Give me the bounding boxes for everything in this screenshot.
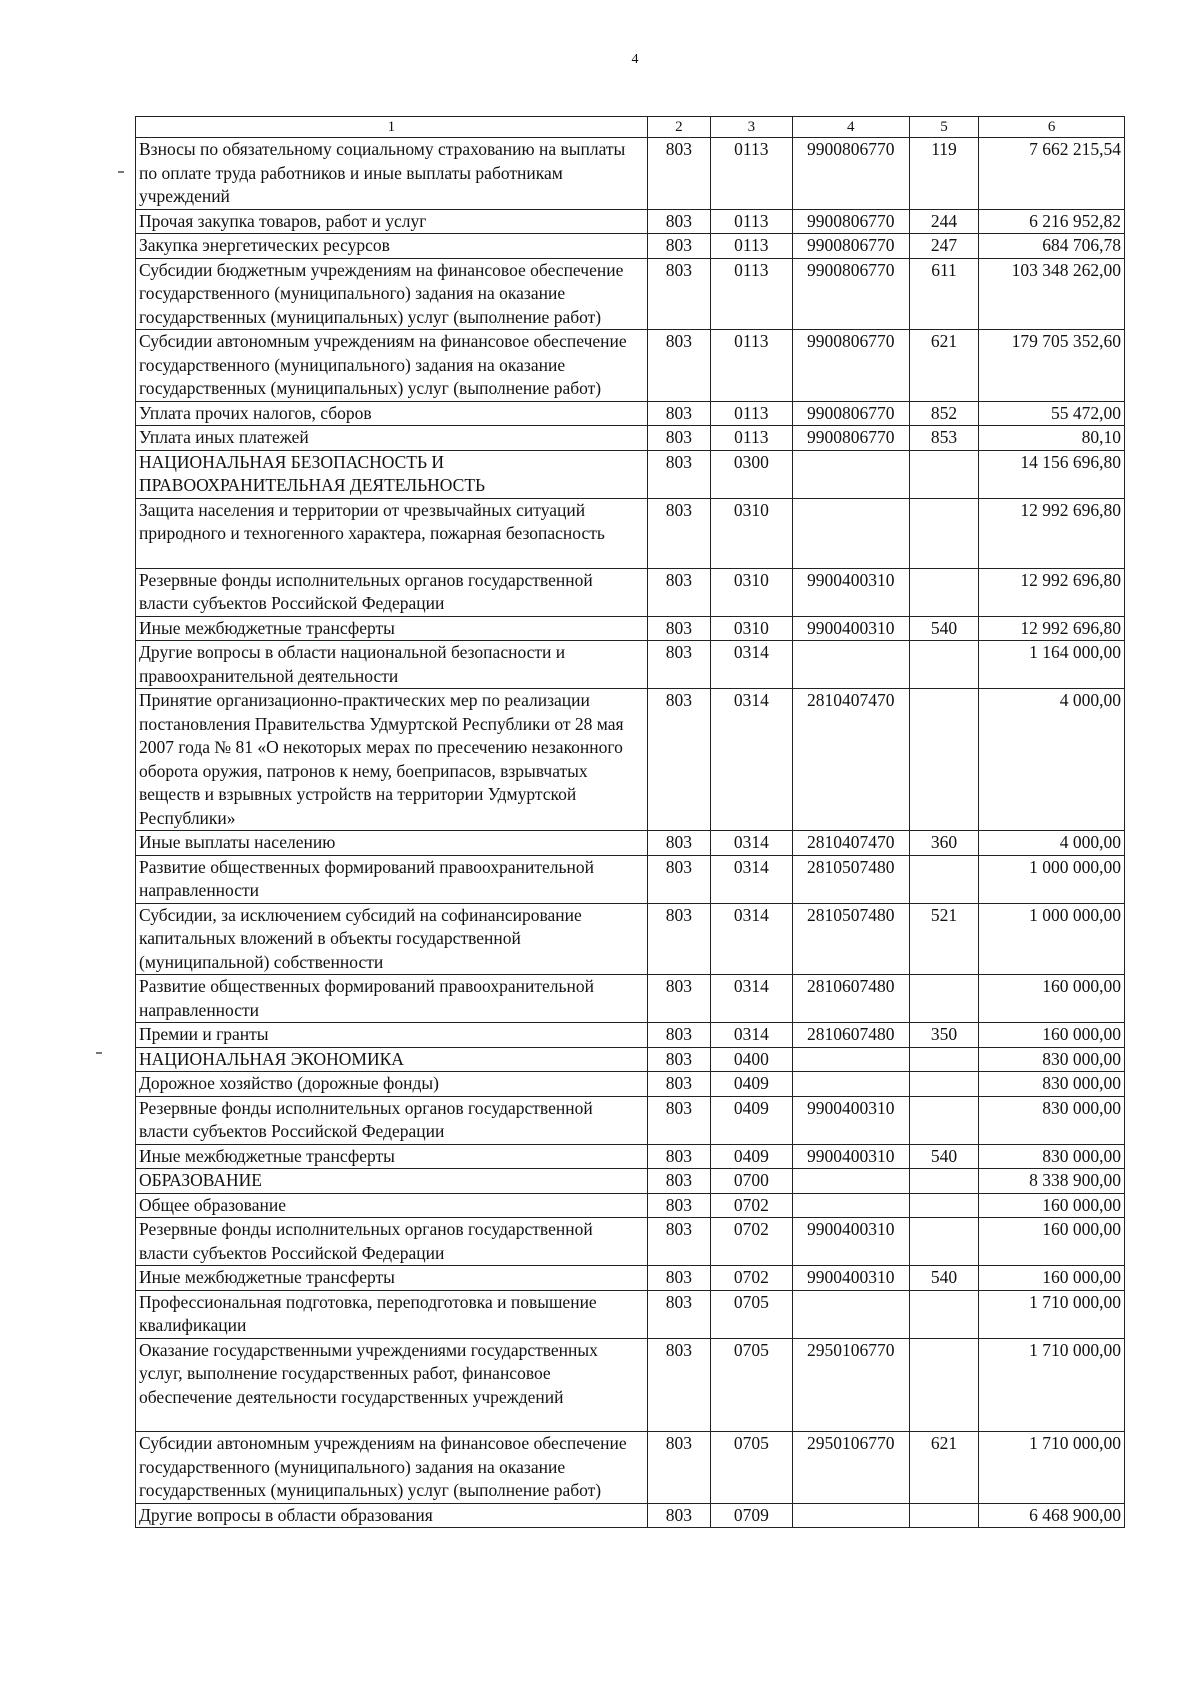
row-amount: 6 468 900,00 xyxy=(979,1503,1125,1528)
row-amount: 684 706,78 xyxy=(979,234,1125,259)
row-amount: 4 000,00 xyxy=(979,689,1125,831)
row-code-4: 9900806770 xyxy=(792,209,909,234)
table-row xyxy=(136,258,1125,330)
row-code-5 xyxy=(909,1047,978,1072)
row-code-2: 803 xyxy=(647,641,710,689)
row-code-4: 2950106770 xyxy=(792,1432,909,1504)
row-amount: 7 662 215,54 xyxy=(979,138,1125,210)
row-code-3: 0113 xyxy=(711,138,793,210)
row-code-5: 360 xyxy=(909,831,978,856)
row-amount: 12 992 696,80 xyxy=(979,568,1125,616)
row-code-4: 9900806770 xyxy=(792,401,909,426)
table-row xyxy=(136,1432,1125,1504)
row-code-3: 0113 xyxy=(711,209,793,234)
row-code-5 xyxy=(909,1218,978,1266)
row-name: НАЦИОНАЛЬНАЯ БЕЗОПАСНОСТЬ И ПРАВООХРАНИТЕЛЬНАЯ ДЕЯТЕЛЬНОСТЬ xyxy=(136,450,648,498)
row-code-3: 0314 xyxy=(711,831,793,856)
row-amount: 160 000,00 xyxy=(979,1266,1125,1291)
row-code-3: 0113 xyxy=(711,401,793,426)
row-name: Профессиональная подготовка, переподготовка и повышение квалификации xyxy=(136,1290,648,1338)
row-name: Развитие общественных формирований правоохранительной направленности xyxy=(136,975,648,1023)
table-row xyxy=(136,138,1125,210)
header-row xyxy=(136,117,1125,138)
row-code-4: 9900400310 xyxy=(792,568,909,616)
row-name: Другие вопросы в области национальной безопасности и правоохранительной деятельности xyxy=(136,641,648,689)
row-code-4: 9900400310 xyxy=(792,1096,909,1144)
row-code-3: 0702 xyxy=(711,1218,793,1266)
row-code-5 xyxy=(909,1290,978,1338)
row-code-2: 803 xyxy=(647,1144,710,1169)
row-code-5 xyxy=(909,1072,978,1097)
row-code-3: 0314 xyxy=(711,975,793,1023)
row-code-3: 0400 xyxy=(711,1047,793,1072)
row-code-4 xyxy=(792,1169,909,1194)
row-amount: 160 000,00 xyxy=(979,975,1125,1023)
table-row xyxy=(136,689,1125,831)
row-code-3: 0314 xyxy=(711,689,793,831)
row-code-4 xyxy=(792,1072,909,1097)
row-amount: 1 710 000,00 xyxy=(979,1338,1125,1432)
row-code-5: 521 xyxy=(909,903,978,975)
table-row xyxy=(136,616,1125,641)
row-name: Дорожное хозяйство (дорожные фонды) xyxy=(136,1072,648,1097)
row-name: Иные межбюджетные трансферты xyxy=(136,1266,648,1291)
row-code-2: 803 xyxy=(647,1432,710,1504)
row-code-2: 803 xyxy=(647,330,710,402)
row-amount: 80,10 xyxy=(979,426,1125,451)
row-code-4: 9900400310 xyxy=(792,1218,909,1266)
row-code-5 xyxy=(909,568,978,616)
row-code-2: 803 xyxy=(647,855,710,903)
page-number: 4 xyxy=(631,52,639,67)
column-header-1: 1 xyxy=(136,117,648,138)
row-amount: 12 992 696,80 xyxy=(979,498,1125,568)
row-name: Защита населения и территории от чрезвычайных ситуаций природного и техногенного характера, пожарная безопасность xyxy=(136,498,648,568)
row-amount: 179 705 352,60 xyxy=(979,330,1125,402)
table-row xyxy=(136,1023,1125,1048)
row-code-4: 2810607480 xyxy=(792,975,909,1023)
row-code-4: 2810407470 xyxy=(792,831,909,856)
row-amount: 1 164 000,00 xyxy=(979,641,1125,689)
column-header-5: 5 xyxy=(909,117,978,138)
row-name: Иные межбюджетные трансферты xyxy=(136,1144,648,1169)
row-code-3: 0705 xyxy=(711,1290,793,1338)
row-code-4: 9900400310 xyxy=(792,616,909,641)
row-code-5: 621 xyxy=(909,330,978,402)
row-code-3: 0314 xyxy=(711,1023,793,1048)
row-name: Прочая закупка товаров, работ и услуг xyxy=(136,209,648,234)
table-row xyxy=(136,1503,1125,1528)
row-name: Резервные фонды исполнительных органов государственной власти субъектов Российской Федерации xyxy=(136,1096,648,1144)
row-code-2: 803 xyxy=(647,1023,710,1048)
row-code-3: 0113 xyxy=(711,426,793,451)
row-name: Резервные фонды исполнительных органов государственной власти субъектов Российской Федерации xyxy=(136,1218,648,1266)
table-row xyxy=(136,330,1125,402)
row-code-4: 9900806770 xyxy=(792,138,909,210)
table-row xyxy=(136,234,1125,259)
row-name: Оказание государственными учреждениями государственных услуг, выполнение государственных работ, финансовое обеспечение деятельности государственных учреждений xyxy=(136,1338,648,1432)
row-code-2: 803 xyxy=(647,1047,710,1072)
row-code-2: 803 xyxy=(647,1096,710,1144)
row-code-3: 0314 xyxy=(711,855,793,903)
row-code-2: 803 xyxy=(647,1290,710,1338)
row-code-2: 803 xyxy=(647,975,710,1023)
column-header-4: 4 xyxy=(792,117,909,138)
row-code-2: 803 xyxy=(647,1266,710,1291)
table-row xyxy=(136,975,1125,1023)
column-header-2: 2 xyxy=(647,117,710,138)
row-code-2: 803 xyxy=(647,138,710,210)
table-row xyxy=(136,1266,1125,1291)
budget-table xyxy=(135,116,1125,1528)
table-row xyxy=(136,1169,1125,1194)
row-code-4 xyxy=(792,1290,909,1338)
row-name: Субсидии автономным учреждениям на финансовое обеспечение государственного (муниципального) задания на оказание государственных (муниципальных) услуг (выполнение работ) xyxy=(136,330,648,402)
table-row xyxy=(136,426,1125,451)
row-code-3: 0310 xyxy=(711,616,793,641)
row-code-3: 0113 xyxy=(711,330,793,402)
row-code-5 xyxy=(909,1503,978,1528)
row-code-2: 803 xyxy=(647,616,710,641)
row-code-4: 9900806770 xyxy=(792,258,909,330)
row-code-5 xyxy=(909,1338,978,1432)
row-name: Иные выплаты населению xyxy=(136,831,648,856)
row-name: Уплата прочих налогов, сборов xyxy=(136,401,648,426)
scan-mark xyxy=(96,1052,102,1054)
row-code-2: 803 xyxy=(647,234,710,259)
row-code-3: 0409 xyxy=(711,1144,793,1169)
table-row xyxy=(136,641,1125,689)
row-code-5 xyxy=(909,855,978,903)
row-code-5 xyxy=(909,689,978,831)
row-code-3: 0409 xyxy=(711,1096,793,1144)
row-name: Уплата иных платежей xyxy=(136,426,648,451)
row-code-4 xyxy=(792,641,909,689)
row-amount: 103 348 262,00 xyxy=(979,258,1125,330)
row-code-4: 9900806770 xyxy=(792,234,909,259)
row-code-3: 0310 xyxy=(711,568,793,616)
table-row xyxy=(136,401,1125,426)
row-code-5: 611 xyxy=(909,258,978,330)
row-code-5 xyxy=(909,1169,978,1194)
row-amount: 1 710 000,00 xyxy=(979,1290,1125,1338)
row-code-4: 2810607480 xyxy=(792,1023,909,1048)
row-code-2: 803 xyxy=(647,1503,710,1528)
row-amount: 160 000,00 xyxy=(979,1023,1125,1048)
row-amount: 830 000,00 xyxy=(979,1072,1125,1097)
row-code-4: 2950106770 xyxy=(792,1338,909,1432)
table-row xyxy=(136,568,1125,616)
table-row xyxy=(136,1290,1125,1338)
row-amount: 160 000,00 xyxy=(979,1193,1125,1218)
row-code-3: 0314 xyxy=(711,903,793,975)
row-code-4: 9900806770 xyxy=(792,330,909,402)
row-amount: 8 338 900,00 xyxy=(979,1169,1125,1194)
table-row xyxy=(136,1096,1125,1144)
row-code-5: 244 xyxy=(909,209,978,234)
row-code-4: 9900400310 xyxy=(792,1266,909,1291)
row-name: Субсидии автономным учреждениям на финансовое обеспечение государственного (муниципального) задания на оказание государственных (муниципальных) услуг (выполнение работ) xyxy=(136,1432,648,1504)
row-code-2: 803 xyxy=(647,568,710,616)
row-code-3: 0702 xyxy=(711,1193,793,1218)
row-code-3: 0705 xyxy=(711,1432,793,1504)
row-code-5 xyxy=(909,498,978,568)
row-code-5: 853 xyxy=(909,426,978,451)
row-code-4 xyxy=(792,498,909,568)
row-code-5: 540 xyxy=(909,1266,978,1291)
row-name: Иные межбюджетные трансферты xyxy=(136,616,648,641)
row-code-5: 119 xyxy=(909,138,978,210)
table-row xyxy=(136,1072,1125,1097)
row-name: Принятие организационно-практических мер по реализации постановления Правительства Удмуртской Республики от 28 мая 2007 года № 81 «О некоторых мерах по пресечению незаконного оборота оружия, патронов к нему, боеприпасов, взрывчатых веществ и взрывных устройств на территории Удмуртской Республики» xyxy=(136,689,648,831)
budget-table-body xyxy=(136,117,1125,1528)
row-code-5 xyxy=(909,1193,978,1218)
row-code-4: 2810507480 xyxy=(792,855,909,903)
table-row xyxy=(136,1338,1125,1432)
row-code-3: 0113 xyxy=(711,258,793,330)
row-code-5 xyxy=(909,1096,978,1144)
row-code-3: 0113 xyxy=(711,234,793,259)
table-row xyxy=(136,903,1125,975)
table-row xyxy=(136,1218,1125,1266)
row-code-5: 852 xyxy=(909,401,978,426)
table-row xyxy=(136,450,1125,498)
table-row xyxy=(136,498,1125,568)
row-amount: 12 992 696,80 xyxy=(979,616,1125,641)
row-name: Субсидии бюджетным учреждениям на финансовое обеспечение государственного (муниципального) задания на оказание государственных (муниципальных) услуг (выполнение работ) xyxy=(136,258,648,330)
table-row xyxy=(136,1193,1125,1218)
row-code-2: 803 xyxy=(647,1072,710,1097)
row-code-4 xyxy=(792,1047,909,1072)
row-code-4: 9900806770 xyxy=(792,426,909,451)
row-amount: 14 156 696,80 xyxy=(979,450,1125,498)
row-code-5: 621 xyxy=(909,1432,978,1504)
row-amount: 1 000 000,00 xyxy=(979,855,1125,903)
row-amount: 830 000,00 xyxy=(979,1096,1125,1144)
row-code-3: 0705 xyxy=(711,1338,793,1432)
row-name: Закупка энергетических ресурсов xyxy=(136,234,648,259)
row-name: Взносы по обязательному социальному страхованию на выплаты по оплате труда работников и иные выплаты работникам учреждений xyxy=(136,138,648,210)
row-amount: 6 216 952,82 xyxy=(979,209,1125,234)
row-name: Развитие общественных формирований правоохранительной направленности xyxy=(136,855,648,903)
row-amount: 830 000,00 xyxy=(979,1144,1125,1169)
table-row xyxy=(136,855,1125,903)
row-code-3: 0702 xyxy=(711,1266,793,1291)
row-name: Другие вопросы в области образования xyxy=(136,1503,648,1528)
row-code-5 xyxy=(909,641,978,689)
table-row xyxy=(136,1144,1125,1169)
row-amount: 830 000,00 xyxy=(979,1047,1125,1072)
row-name: ОБРАЗОВАНИЕ xyxy=(136,1169,648,1194)
column-header-6: 6 xyxy=(979,117,1125,138)
row-code-2: 803 xyxy=(647,689,710,831)
row-code-3: 0314 xyxy=(711,641,793,689)
row-code-3: 0310 xyxy=(711,498,793,568)
row-code-4 xyxy=(792,1193,909,1218)
row-code-4 xyxy=(792,1503,909,1528)
row-code-3: 0409 xyxy=(711,1072,793,1097)
row-name: Субсидии, за исключением субсидий на софинансирование капитальных вложений в объекты государственной (муниципальной) собственности xyxy=(136,903,648,975)
row-code-5 xyxy=(909,450,978,498)
row-code-2: 803 xyxy=(647,1169,710,1194)
row-code-2: 803 xyxy=(647,450,710,498)
row-code-3: 0300 xyxy=(711,450,793,498)
row-code-3: 0709 xyxy=(711,1503,793,1528)
scan-mark xyxy=(118,171,124,173)
row-code-3: 0700 xyxy=(711,1169,793,1194)
row-name: Премии и гранты xyxy=(136,1023,648,1048)
column-header-3: 3 xyxy=(711,117,793,138)
row-name: Общее образование xyxy=(136,1193,648,1218)
row-code-2: 803 xyxy=(647,831,710,856)
row-code-2: 803 xyxy=(647,903,710,975)
table-row xyxy=(136,1047,1125,1072)
row-code-2: 803 xyxy=(647,401,710,426)
row-amount: 4 000,00 xyxy=(979,831,1125,856)
row-name: Резервные фонды исполнительных органов государственной власти субъектов Российской Федерации xyxy=(136,568,648,616)
row-code-2: 803 xyxy=(647,1193,710,1218)
row-code-5: 247 xyxy=(909,234,978,259)
row-code-5: 540 xyxy=(909,616,978,641)
row-amount: 1 710 000,00 xyxy=(979,1432,1125,1504)
row-code-4: 2810407470 xyxy=(792,689,909,831)
row-code-2: 803 xyxy=(647,426,710,451)
row-amount: 160 000,00 xyxy=(979,1218,1125,1266)
row-code-2: 803 xyxy=(647,498,710,568)
row-code-2: 803 xyxy=(647,209,710,234)
row-code-2: 803 xyxy=(647,258,710,330)
row-code-4: 2810507480 xyxy=(792,903,909,975)
row-name: НАЦИОНАЛЬНАЯ ЭКОНОМИКА xyxy=(136,1047,648,1072)
row-code-2: 803 xyxy=(647,1338,710,1432)
row-code-5 xyxy=(909,975,978,1023)
row-code-2: 803 xyxy=(647,1218,710,1266)
row-code-5: 350 xyxy=(909,1023,978,1048)
row-amount: 1 000 000,00 xyxy=(979,903,1125,975)
table-row xyxy=(136,831,1125,856)
table-row xyxy=(136,209,1125,234)
row-amount: 55 472,00 xyxy=(979,401,1125,426)
row-code-4 xyxy=(792,450,909,498)
row-code-4: 9900400310 xyxy=(792,1144,909,1169)
row-code-5: 540 xyxy=(909,1144,978,1169)
